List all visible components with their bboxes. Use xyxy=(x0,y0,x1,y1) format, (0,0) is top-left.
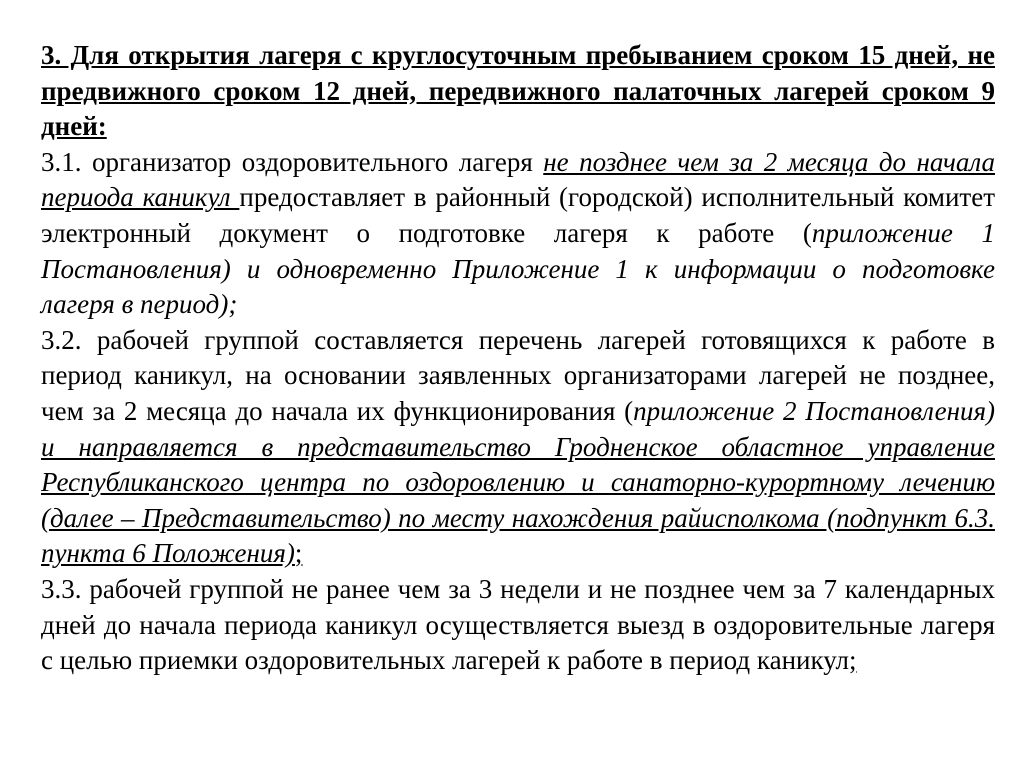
p31-deadline: не позднее чем за 2 месяца до начала периода каникул xyxy=(41,146,995,213)
p31-mid: предоставляет в районный (городской) исполнительный комитет электронный документ о подготовке лагеря к работе ( xyxy=(41,182,995,248)
p31-lead: 3.1. организатор оздоровительного лагеря xyxy=(41,146,544,177)
p33-text: 3.3. рабочей группой не ранее чем за 3 недели и не позднее чем за 7 календарных дней до начала периода каникул осуществляется выезд в оздоровительные лагеря с целью приемки оздоровительных лагерей к работе в период каникул xyxy=(41,573,995,676)
paragraph-3-1 xyxy=(41,145,995,323)
p32-directed: и направляется в представительство Гродненское областное управление Республиканского центра по оздоровлению и санаторно-курортному лечению (далее – Представительство) по месту нахождения райисполкома (подпункт 6.3. пункта 6 Положения) xyxy=(41,431,995,569)
document-page xyxy=(41,38,995,679)
p31-annex: приложение 1 Постановления) и одновременно Приложение 1 к информации о подготовке лагеря в период); xyxy=(41,217,995,320)
paragraph-3-2 xyxy=(41,323,995,572)
p32-end: ; xyxy=(294,538,303,569)
p33-end: ; xyxy=(849,645,857,676)
p32-lead: 3.2. рабочей группой составляется перечень лагерей готовящихся к работе в период каникул, на основании заявленных организаторами лагерей не позднее, чем за 2 месяца до начала их функционирования ( xyxy=(41,324,995,426)
paragraph-3-3 xyxy=(41,572,995,679)
section-heading: 3. Для открытия лагеря с круглосуточным пребыванием сроком 15 дней, не предвижного сроком 12 дней, передвижного палаточных лагерей сроком 9 дней: xyxy=(41,40,995,142)
p32-annex: приложение 2 Постановления) xyxy=(633,395,996,426)
